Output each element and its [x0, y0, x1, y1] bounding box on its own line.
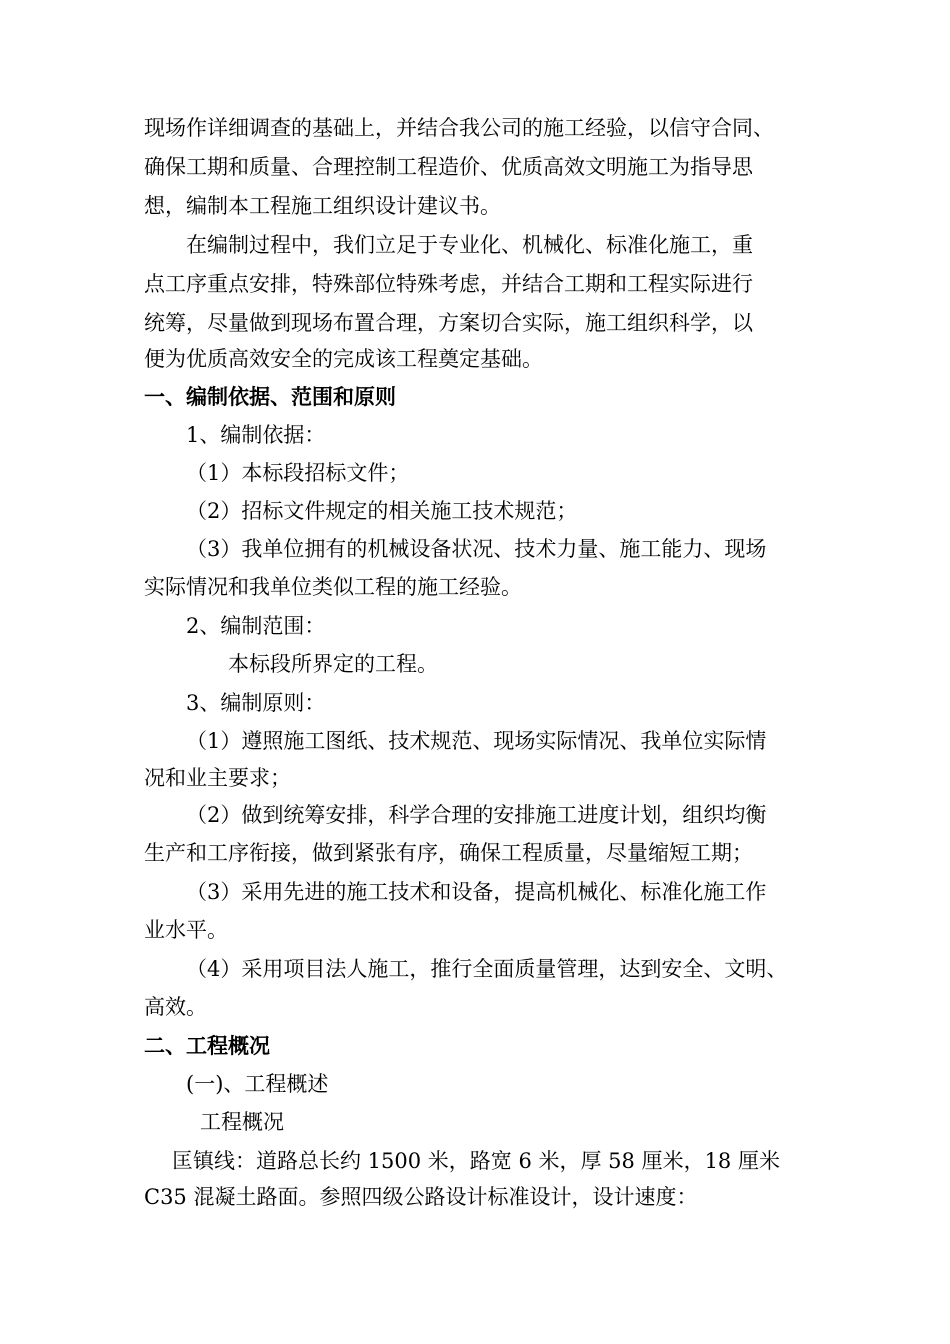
section-2-label: 工程概况	[200, 1110, 284, 1134]
principles-item-3-line-2: 业水平。	[144, 918, 228, 942]
basis-item-3-line-1: （3）我单位拥有的机械设备状况、技术力量、施工能力、现场	[186, 537, 767, 561]
section-2-heading: 二、工程概况	[144, 1034, 270, 1058]
principles-item-1-line-2: 况和业主要求；	[144, 766, 291, 790]
basis-item-3-line-2: 实际情况和我单位类似工程的施工经验。	[144, 575, 522, 599]
scope-title: 2、编制范围：	[186, 614, 326, 638]
section-1-heading: 一、编制依据、范围和原则	[144, 385, 396, 409]
paragraph-1-line-1: 现场作详细调查的基础上，并结合我公司的施工经验，以信守合同、	[144, 116, 774, 140]
scope-text: 本标段所界定的工程。	[228, 652, 438, 676]
basis-item-2: （2）招标文件规定的相关施工技术规范；	[186, 499, 578, 523]
paragraph-1-line-3: 想，编制本工程施工组织设计建议书。	[144, 194, 501, 218]
paragraph-2-line-3: 统筹，尽量做到现场布置合理，方案切合实际，施工组织科学，以	[144, 311, 753, 335]
paragraph-1-line-2: 确保工期和质量、合理控制工程造价、优质高效文明施工为指导思	[144, 155, 753, 179]
principles-item-4-line-2: 高效。	[144, 995, 207, 1019]
basis-item-1: （1）本标段招标文件；	[186, 461, 410, 485]
paragraph-2-line-1: 在编制过程中，我们立足于专业化、机械化、标准化施工，重	[186, 233, 753, 257]
paragraph-2-line-2: 点工序重点安排，特殊部位特殊考虑，并结合工期和工程实际进行	[144, 272, 753, 296]
principles-item-2-line-1: （2）做到统筹安排，科学合理的安排施工进度计划，组织均衡	[186, 803, 767, 827]
section-2-subheading: (一)、工程概述	[186, 1072, 329, 1096]
principles-title: 3、编制原则：	[186, 691, 326, 715]
principles-item-3-line-1: （3）采用先进的施工技术和设备，提高机械化、标准化施工作	[186, 880, 767, 904]
section-2-text-line-2: C35 混凝土路面。参照四级公路设计标准设计，设计速度：	[144, 1185, 698, 1209]
basis-title: 1、编制依据：	[186, 423, 326, 447]
principles-item-2-line-2: 生产和工序衔接，做到紧张有序，确保工程质量，尽量缩短工期；	[144, 841, 753, 865]
section-2-text-line-1: 匡镇线：道路总长约 1500 米，路宽 6 米，厚 58 厘米，18 厘米	[172, 1149, 780, 1173]
principles-item-1-line-1: （1）遵照施工图纸、技术规范、现场实际情况、我单位实际情	[186, 729, 767, 753]
principles-item-4-line-1: （4）采用项目法人施工，推行全面质量管理，达到安全、文明、	[186, 957, 788, 981]
paragraph-2-line-4: 便为优质高效安全的完成该工程奠定基础。	[144, 347, 543, 371]
